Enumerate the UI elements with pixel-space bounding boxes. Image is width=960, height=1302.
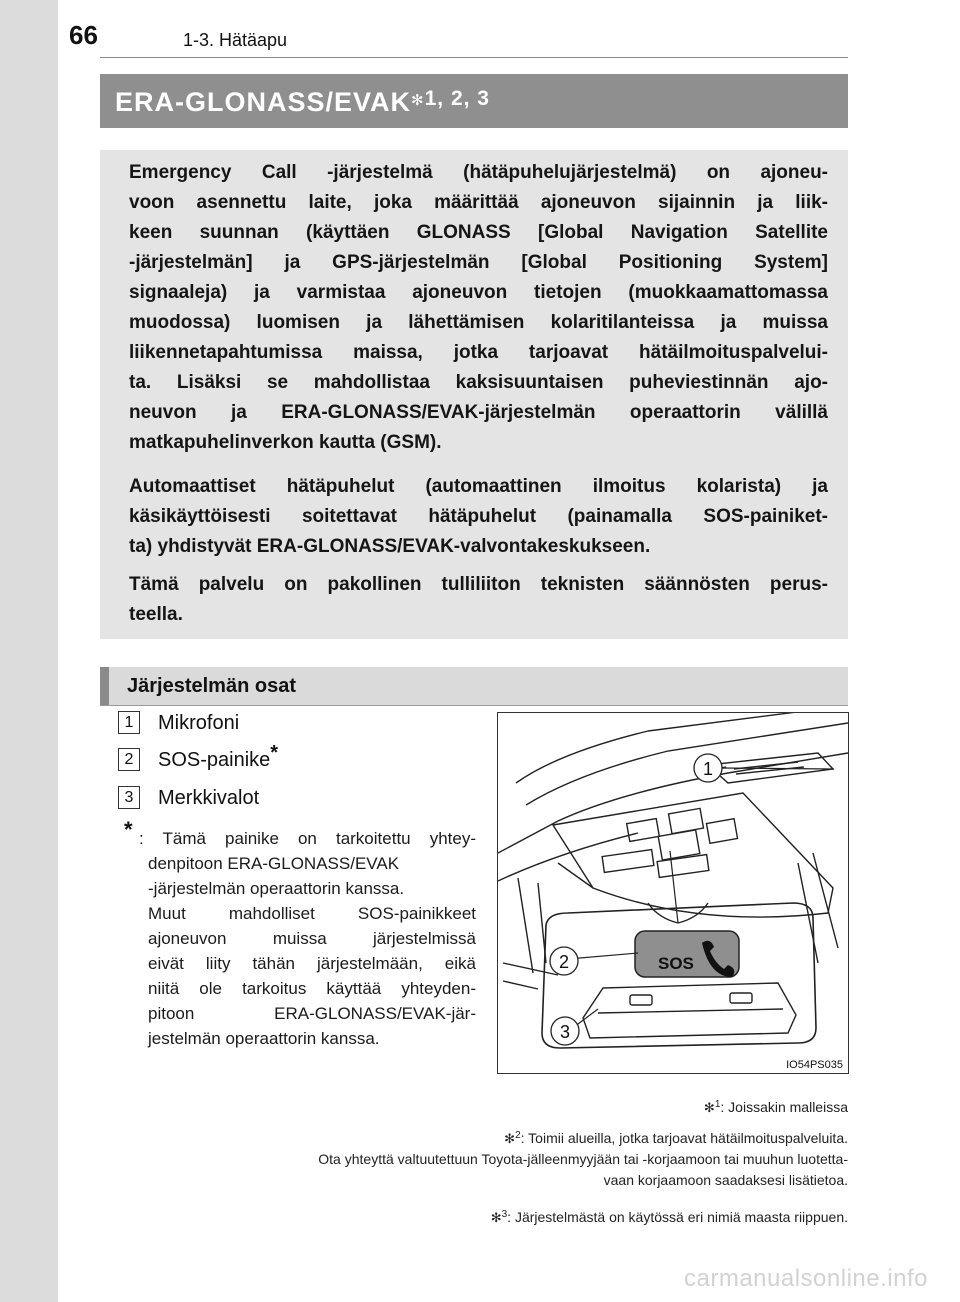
part-number-box: 3 [118,786,140,809]
footnote-extra-line: Ota yhteyttä valtuutettuun Toyota-jälleenmyyjään tai -korjaamoon tai muuhun luotetta- [318,1151,848,1167]
subsection-title: Järjestelmän osat [127,675,296,697]
intro-line: keen suunnan (käyttäen GLONASS [Global Navigation Satellite [129,222,828,243]
footnote-refs: 1, 2, 3 [424,87,490,110]
note-line: : Tämä painike on tarkoitettu yhtey- [139,829,476,848]
section-title-text: ERA-GLONASS/EVAK [115,87,412,117]
note-line: jestelmän operaattorin kanssa. [148,1029,380,1048]
asterisk-mark: ✻ [490,1210,502,1225]
footnote-2 [318,1128,848,1191]
footnote-number: 2 [515,1130,521,1141]
asterisk-mark: ✻ [504,1131,516,1146]
footnote-text: : Toimii alueilla, jotka tarjoavat hätäilmoituspalveluita. [520,1130,848,1146]
intro-box [100,150,848,639]
sos-note [139,826,476,1051]
part-label: Merkkivalot [158,787,260,809]
illustration-code: IO54PS035 [786,1059,843,1071]
footnote-number: 1 [714,1099,721,1110]
callout-label: 2 [558,952,570,972]
part-item-1 [118,711,239,735]
intro-line: neuvon ja ERA-GLONASS/EVAK-järjestelmän operaattorin välillä [129,402,828,423]
note-line: -järjestelmän operaattorin kanssa. [148,879,405,898]
header-divider [100,57,848,58]
callout-label: 1 [702,759,714,779]
intro-line: teella. [129,604,183,625]
note-line: ajoneuvon muissa järjestelmissä [148,929,476,948]
part-number-box: 2 [118,748,140,771]
callout-label: 3 [559,1022,571,1042]
intro-line: ta. Lisäksi se mahdollistaa kaksisuuntaisen puheviestinnän ajo- [129,372,828,393]
chapter-title: 1-3. Hätäapu [183,30,288,50]
overhead-console-illustration [497,712,849,1074]
note-line: Muut mahdolliset SOS-painikkeet [148,904,476,923]
intro-line: Automaattiset hätäpuhelut (automaattinen ilmoitus kolarista) ja [129,476,828,497]
intro-line: voon asennettu laite, joka määrittää ajoneuvon sijainnin ja liik- [129,192,828,213]
part-label: SOS-painike [158,749,271,771]
part-number-box: 1 [118,711,140,734]
note-asterisk: * [124,817,133,842]
page-number: 66 [69,20,98,50]
note-line: niitä ole tarkoitus käyttää yhteyden- [148,979,476,998]
intro-line: muodossa) luomisen ja lähettämisen kolaritilanteissa ja muissa [129,312,828,333]
footnote-text: : Järjestelmästä on käytössä eri nimiä maasta riippuen. [507,1209,848,1225]
intro-line: käsikäyttöisesti soitettavat hätäpuhelut (painamalla SOS-painiket- [129,506,828,527]
asterisk-mark: * [270,742,279,764]
intro-line: signaaleja) ja varmistaa ajoneuvon tietojen (muokkaamattomassa [129,282,828,303]
footnote-extra-line: vaan korjaamoon saadaksesi lisätietoa. [603,1172,848,1188]
section-title-bar [100,74,848,128]
part-item-3 [118,786,259,810]
footnote-text: : Joissakin malleissa [720,1099,848,1115]
subsection-accent [100,667,109,705]
asterisk-mark: ✻ [703,1100,715,1115]
watermark: carmanualsonline.info [684,1265,928,1292]
footnote-3 [491,1207,848,1228]
part-label: Mikrofoni [158,712,240,734]
section-title [115,87,490,118]
intro-line: Tämä palvelu on pakollinen tulliliiton teknisten säännösten perus- [129,574,828,595]
footnote-number: 3 [501,1209,508,1220]
part-item-2 [118,742,279,772]
page-side-strip [0,0,58,1302]
sos-button-label: SOS [658,954,694,973]
console-drawing [498,713,848,1073]
note-line: eivät liity tähän järjestelmään, eikä [148,954,476,973]
intro-line: Emergency Call -järjestelmä (hätäpuhelujärjestelmä) on ajoneu- [129,162,828,183]
intro-line: liikennetapahtumissa maissa, jotka tarjoavat hätäilmoituspalvelui- [129,342,828,363]
note-line: denpitoon ERA-GLONASS/EVAK [148,854,400,873]
asterisk-mark: ✻ [411,92,425,109]
intro-line: ta) yhdistyvät ERA-GLONASS/EVAK-valvontakeskukseen. [129,536,651,557]
intro-line: matkapuhelinverkon kautta (GSM). [129,432,442,453]
intro-paragraph-3 [129,570,828,630]
intro-line: -järjestelmän] ja GPS-järjestelmän [Global Positioning System] [129,252,828,273]
footnote-1 [704,1097,848,1118]
intro-paragraph-1 [129,158,828,458]
intro-paragraph-2 [129,472,828,562]
note-line: pitoon ERA-GLONASS/EVAK-jär- [148,1004,476,1023]
subsection-bar [100,667,848,706]
